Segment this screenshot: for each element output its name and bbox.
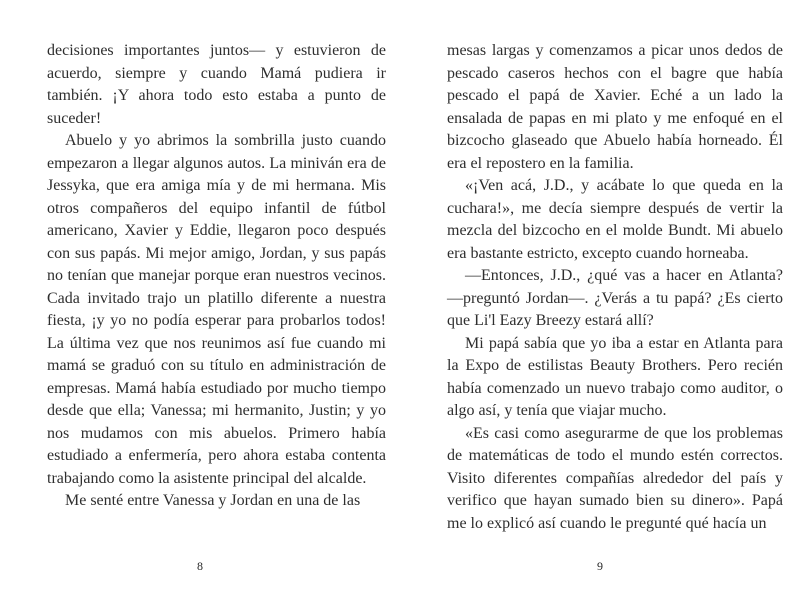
page-9-text-block — [447, 40, 783, 535]
page-8-text-block — [47, 40, 386, 513]
page-number-right: 9 — [597, 559, 603, 573]
paragraph: Me senté entre Vanessa y Jordan en una de las — [65, 492, 361, 509]
paragraph: Abuelo y yo abrimos la sombrilla justo cuando empezaron a llegar algunos autos. La miniván era de Jessyka, que era amiga mía y de mi hermana. Mis otros compañeros del equipo infantil de fútbol americano, Xavier y Eddie, llegaron poco después con sus papás. Mi mejor amigo, Jordan, y sus papás no tenían que manejar porque eran nuestros vecinos. Cada invitado trajo un platillo diferente a nuestra fiesta, ¡y yo no podía esperar para probarlos todos! La última vez que nos reunimos así fue cuando mi mamá se graduó con su título en administración de empresas. Mamá había estudiado por mucho tiempo desde que ella; Vanessa; mi hermanito, Justin; y yo nos mudamos con mis abuelos. Primero había estudiado a enfermería, pero ahora estaba contenta trabajando como la asistente principal del alcalde. — [47, 132, 386, 487]
page-number-left: 8 — [197, 559, 203, 573]
paragraph: «Es casi como asegurarme de que los problemas de matemáticas de todo el mundo estén correctos. Visito diferentes compañías alrededor del país y verifico que hayan sumado bien su dinero». Papá me lo explicó así cuando le pregunté qué hacía un — [447, 424, 783, 532]
paragraph: —Entonces, J.D., ¿qué vas a hacer en Atlanta? —preguntó Jordan—. ¿Verás a tu papá? ¿Es cierto que Li'l Eazy Breezy estará allí? — [447, 267, 783, 329]
paragraph: «¡Ven acá, J.D., y acábate lo que queda en la cuchara!», me decía siempre después de vertir la mezcla del bizcocho en el molde Bundt. Mi abuelo era bastante estricto, excepto cuando horneaba. — [447, 177, 783, 262]
paragraph-continuation: decisiones importantes juntos— y estuvieron de acuerdo, siempre y cuando Mamá pudiera ir también. ¡Y ahora todo esto estaba a punto de suceder! — [47, 42, 386, 127]
paragraph: Mi papá sabía que yo iba a estar en Atlanta para la Expo de estilistas Beauty Brothers. Pero recién había comenzado un nuevo trabajo como auditor, o algo así, y tenía que viajar mucho. — [447, 334, 783, 419]
paragraph-continuation: mesas largas y comenzamos a picar unos dedos de pescado caseros hechos con el bagre que había pescado el papá de Xavier. Eché a un lado la ensalada de papas en mi plato y me enfoqué en el bizcocho glaseado que Abuelo había horneado. Él era el repostero en la familia. — [447, 42, 783, 172]
